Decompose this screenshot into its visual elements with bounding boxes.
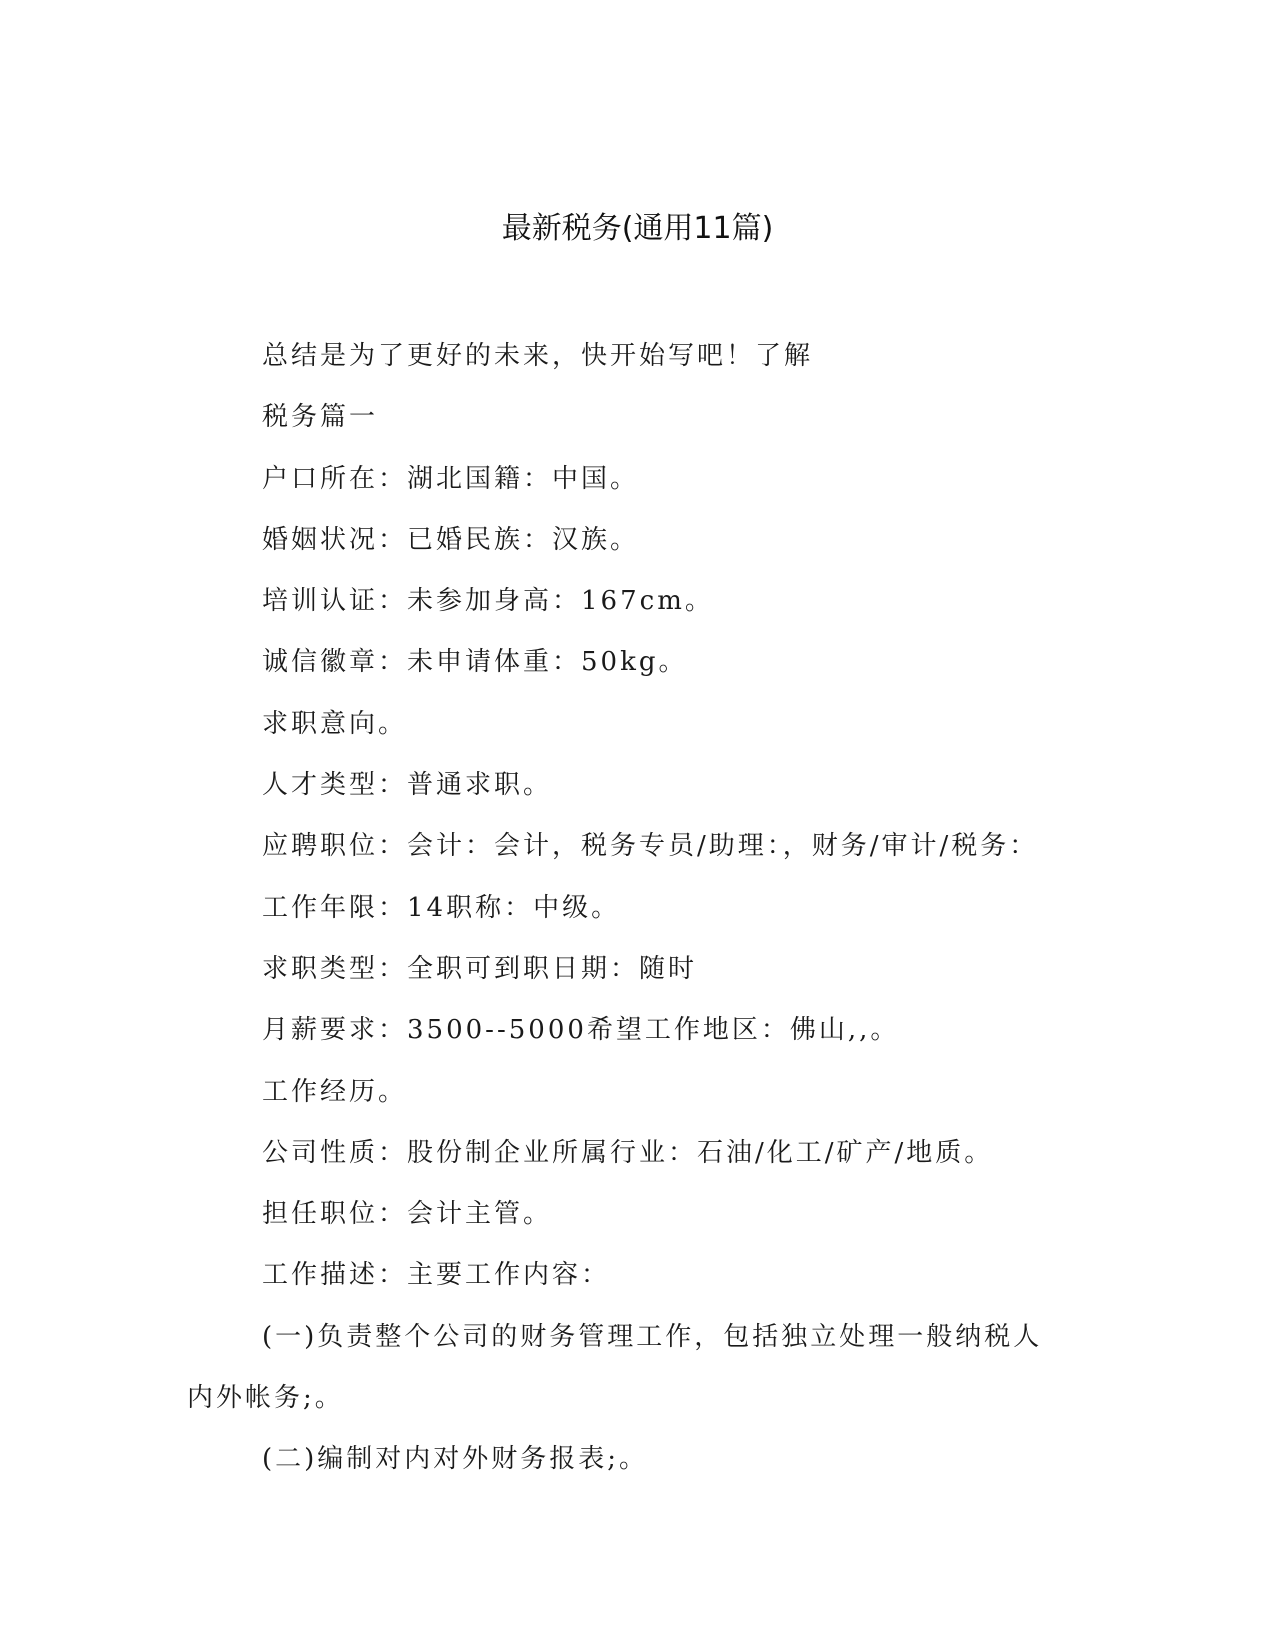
paragraph: 担任职位：会计主管。 <box>262 1199 553 1230</box>
document-title: 最新税务(通用11篇) <box>501 211 774 246</box>
paragraph: 户口所在：湖北国籍：中国。 <box>262 463 640 494</box>
paragraph: 总结是为了更好的未来，快开始写吧！了解 <box>262 341 814 371</box>
paragraph: 应聘职位：会计：会计，税务专员/助理：，财务/审计/税务： <box>262 831 1039 862</box>
section-heading: 税务篇一 <box>262 402 379 433</box>
paragraph: 诚信徽章：未申请体重：50kg。 <box>262 647 688 678</box>
paragraph: (二)编制对内对外财务报表;。 <box>262 1444 649 1475</box>
paragraph: 工作年限：14职称：中级。 <box>262 892 621 923</box>
paragraph: (一)负责整个公司的财务管理工作，包括独立处理一般纳税人内外帐务;。 <box>187 1321 1043 1414</box>
paragraph: 婚姻状况：已婚民族：汉族。 <box>262 524 640 555</box>
paragraph: 月薪要求：3500--5000希望工作地区：佛山,,。 <box>262 1015 900 1046</box>
paragraph: 工作描述：主要工作内容： <box>262 1260 611 1291</box>
document-body <box>187 326 1067 1491</box>
paragraph: 公司性质：股份制企业所属行业：石油/化工/矿产/地质。 <box>262 1137 994 1168</box>
paragraph: 人才类型：普通求职。 <box>262 770 553 801</box>
paragraph: 培训认证：未参加身高：167cm。 <box>262 586 714 617</box>
paragraph: 求职类型：全职可到职日期：随时 <box>262 953 698 984</box>
paragraph: 求职意向。 <box>262 708 408 739</box>
paragraph: 工作经历。 <box>262 1076 408 1107</box>
